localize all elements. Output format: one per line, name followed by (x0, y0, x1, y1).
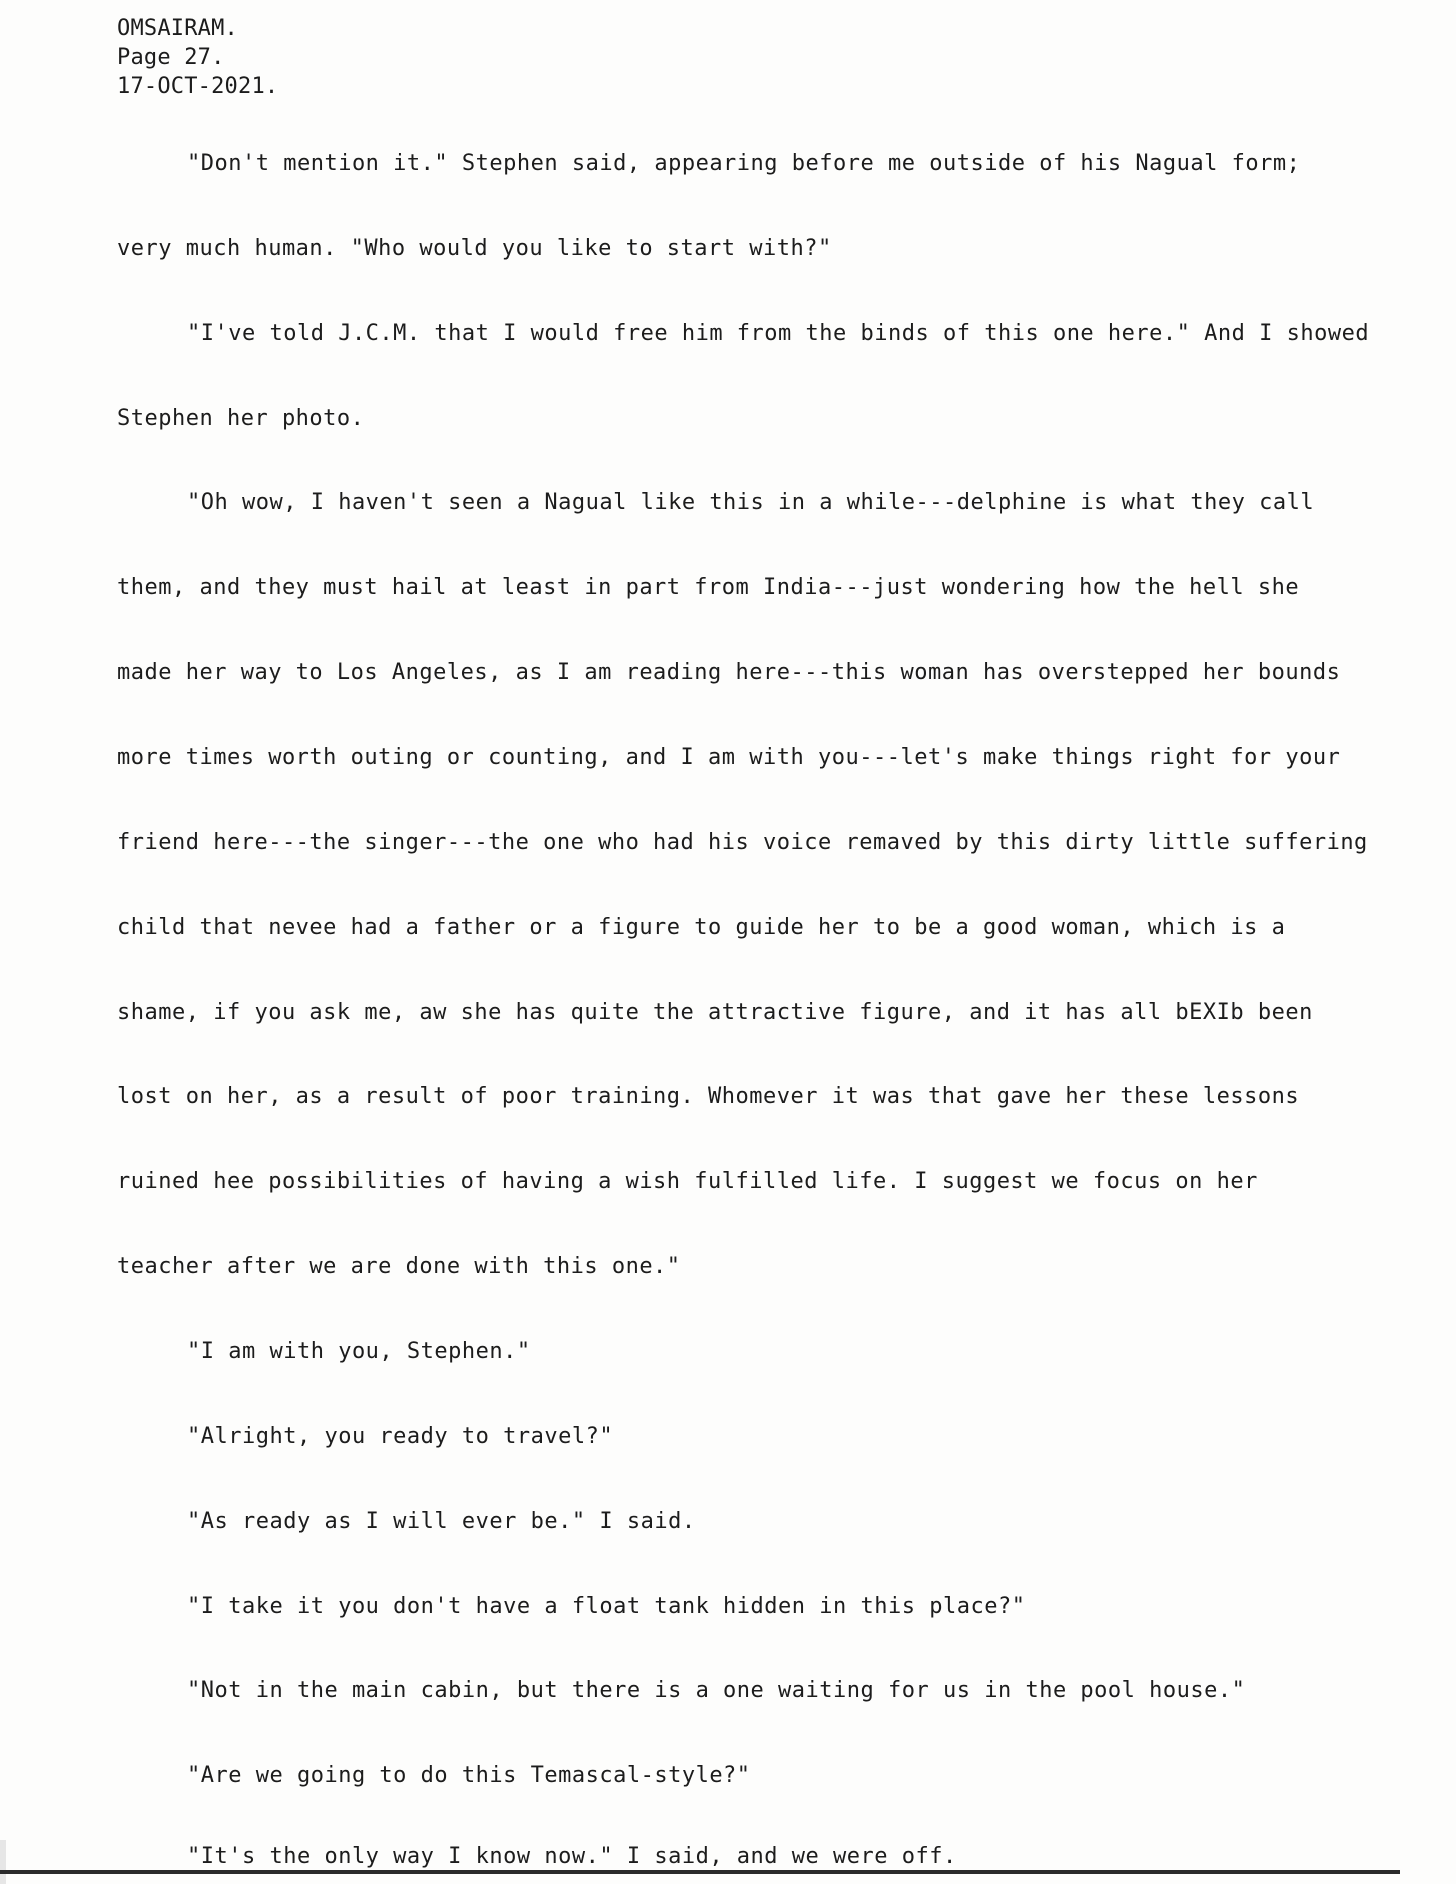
text-line: "Not in the main cabin, but there is a one waiting for us in the pool house." (187, 1678, 1246, 1703)
text-line: "I've told J.C.M. that I would free him from the binds of this one here." And I showed (187, 321, 1370, 346)
text-line: teacher after we are done with this one." (117, 1254, 681, 1279)
text-line: shame, if you ask me, aw she has quite the attractive figure, and it has all bEXIb been (117, 1000, 1313, 1025)
text-line: "Don't mention it." Stephen said, appearing before me outside of his Nagual form; (187, 151, 1301, 176)
text-line: more times worth outing or counting, and I am with you---let's make things right for your (117, 745, 1341, 770)
header-date: 17-OCT-2021. (117, 74, 279, 99)
text-line: very much human. "Who would you like to start with?" (117, 236, 832, 261)
scan-edge-shadow (0, 1840, 6, 1884)
text-line: Stephen her photo. (117, 406, 365, 431)
page-header (117, 14, 278, 101)
scan-bottom-edge (0, 1870, 1400, 1874)
text-line: ruined hee possibilities of having a wish fulfilled life. I suggest we focus on her (117, 1169, 1258, 1194)
text-line: child that nevee had a father or a figure to guide her to be a good woman, which is a (117, 915, 1286, 940)
text-line: them, and they must hail at least in part from India---just wondering how the hell she (117, 575, 1300, 600)
header-title: OMSAIRAM. (117, 16, 239, 41)
text-line: "As ready as I will ever be." I said. (187, 1509, 696, 1534)
text-line: lost on her, as a result of poor training. Whomever it was that gave her these lessons (117, 1084, 1300, 1109)
text-line: "I take it you don't have a float tank hidden in this place?" (187, 1594, 1026, 1619)
text-line: "Are we going to do this Temascal-style?" (187, 1763, 751, 1788)
text-line: "Oh wow, I haven't seen a Nagual like this in a while---delphine is what they call (187, 490, 1315, 515)
text-line: made her way to Los Angeles, as I am reading here---this woman has overstepped her bounds (117, 660, 1341, 685)
text-line: "I am with you, Stephen." (187, 1339, 531, 1364)
text-line: friend here---the singer---the one who had his voice remaved by this dirty little suffering (117, 830, 1368, 855)
text-line: "Alright, you ready to travel?" (187, 1424, 614, 1449)
text-line: "It's the only way I know now." I said, and we were off. (187, 1844, 957, 1869)
header-page-number: Page 27. (117, 45, 225, 70)
